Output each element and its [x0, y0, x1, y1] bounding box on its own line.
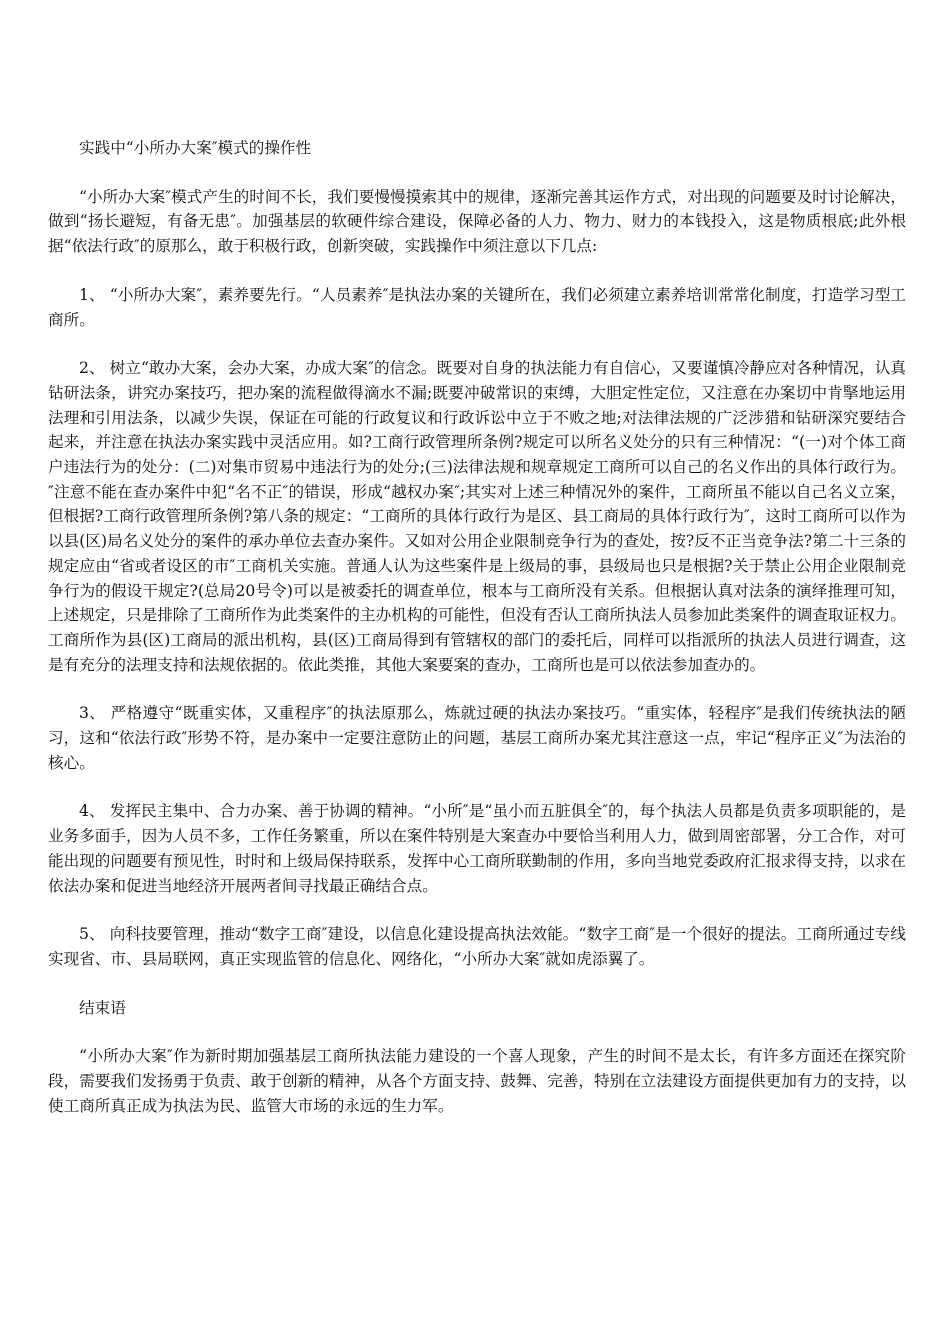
- section-heading: 实践中“小所办大案″模式的操作性: [79, 139, 312, 157]
- document-body: [48, 136, 906, 1143]
- point-4-paragraph: 4、 发挥民主集中、合力办案、善于协调的精神。“小所″是“虽小而五脏俱全″的，每个执法人员都是负责多项职能的，是业务多面手，因为人员不多，工作任务繁重，所以在案件特别是大案查办中要恰当利用人力，做到周密部署，分工合作，对可能出现的问题要有预见性，时时和上级局保持联系，发挥中心工商所联勤制的作用，多向当地党委政府汇报求得支持，以求在依法办案和促进当地经济开展两者间寻找最正确结合点。: [48, 802, 906, 895]
- point-3-paragraph: 3、 严格遵守“既重实体，又重程序″的执法原那么，炼就过硬的执法办案技巧。“重实体，轻程序″是我们传统执法的陋习，这和“依法行政″形势不符，是办案中一定要注意防止的问题，基层工商所办案尤其注意这一点，牢记“程序正义″为法治的核心。: [48, 704, 906, 772]
- conclusion-heading: 结束语: [79, 998, 126, 1017]
- point-5-paragraph: 5、 向科技要管理，推动“数字工商″建设，以信息化建设提高执法效能。“数字工商″是一个很好的提法。工商所通过专线实现省、市、县局联网，真正实现监管的信息化、网络化，“小所办大案″就如虎添翼了。: [48, 925, 906, 968]
- point-2-paragraph: 2、 树立“敢办大案，会办大案，办成大案″的信念。既要对自身的执法能力有自信心，又要谨慎冷静应对各种情况，认真钻研法条，讲究办案技巧，把办案的流程做得滴水不漏;既要冲破常识的束缚，大胆定性定位，又注意在办案切中肯掔地运用法理和引用法条，以减少失误，保证在可能的行政复议和行政诉讼中立于不败之地;对法律法规的广泛涉猎和钻研深究要结合起来，并注意在执法办案实践中灵活应用。如?工商行政管理所条例?规定可以所名义处分的只有三种情况：“(一)对个体工商户违法行为的处分：(二)对集市贸易中违法行为的处分;(三)法律法规和规章规定工商所可以自己的名义作出的具体行政行为。″注意不能在查办案件中犯“名不正″的错误，形成“越权办案″;其实对上述三种情况外的案件，工商所虽不能以自己名义立案，但根据?工商行政管理所条例?第八条的规定：“工商所的具体行政行为是区、县工商局的具体行政行为″，这时工商所可以作为以县(区)局名义处分的案件的承办单位去查办案件。又如对公用企业限制竞争行为的查处，按?反不正当竞争法?第二十三条的规定应由“省或者设区的市″工商机关实施。普通人认为这些案件是上级局的事，县级局也只是根据?关于禁止公用企业限制竞争行为的假设干规定?(总局20号令)可以是被委托的调查单位，根本与工商所没有关系。但根据认真对法条的演绎推理可知，上述规定，只是排除了工商所作为此类案件的主办机构的可能性，但没有否认工商所执法人员参加此类案件的调查取证权力。工商所作为县(区)工商局的派出机构，县(区)工商局得到有管辖权的部门的委托后，同样可以指派所的执法人员进行调查，这是有充分的法理支持和法规依据的。依此类推，其他大案要案的查办，工商所也是可以依法参加查办的。: [48, 359, 906, 674]
- intro-paragraph: “小所办大案″模式产生的时间不长，我们要慢慢摸索其中的规律，逐渐完善其运作方式，对出现的问题要及时讨论解决，做到“扬长避短，有备无患″。加强基层的软硬件综合建设，保障必备的人力、物力、财力的本钱投入，这是物质根底;此外根据“依法行政″的原那么，敢于积极行政，创新突破，实践操作中须注意以下几点:: [48, 187, 906, 256]
- conclusion-paragraph: “小所办大案″作为新时期加强基层工商所执法能力建设的一个喜人现象，产生的时间不是太长，有许多方面还在探究阶段，需要我们发扬勇于负责、敢于创新的精神，从各个方面支持、鼓舞、完善，特别在立法建设方面提供更加有力的支持，以使工商所真正成为执法为民、监管大市场的永远的生力军。: [48, 1047, 906, 1115]
- point-1-paragraph: 1、 “小所办大案″，素养要先行。“人员素养″是执法办案的关键所在，我们必须建立素养培训常常化制度，打造学习型工商所。: [48, 285, 906, 329]
